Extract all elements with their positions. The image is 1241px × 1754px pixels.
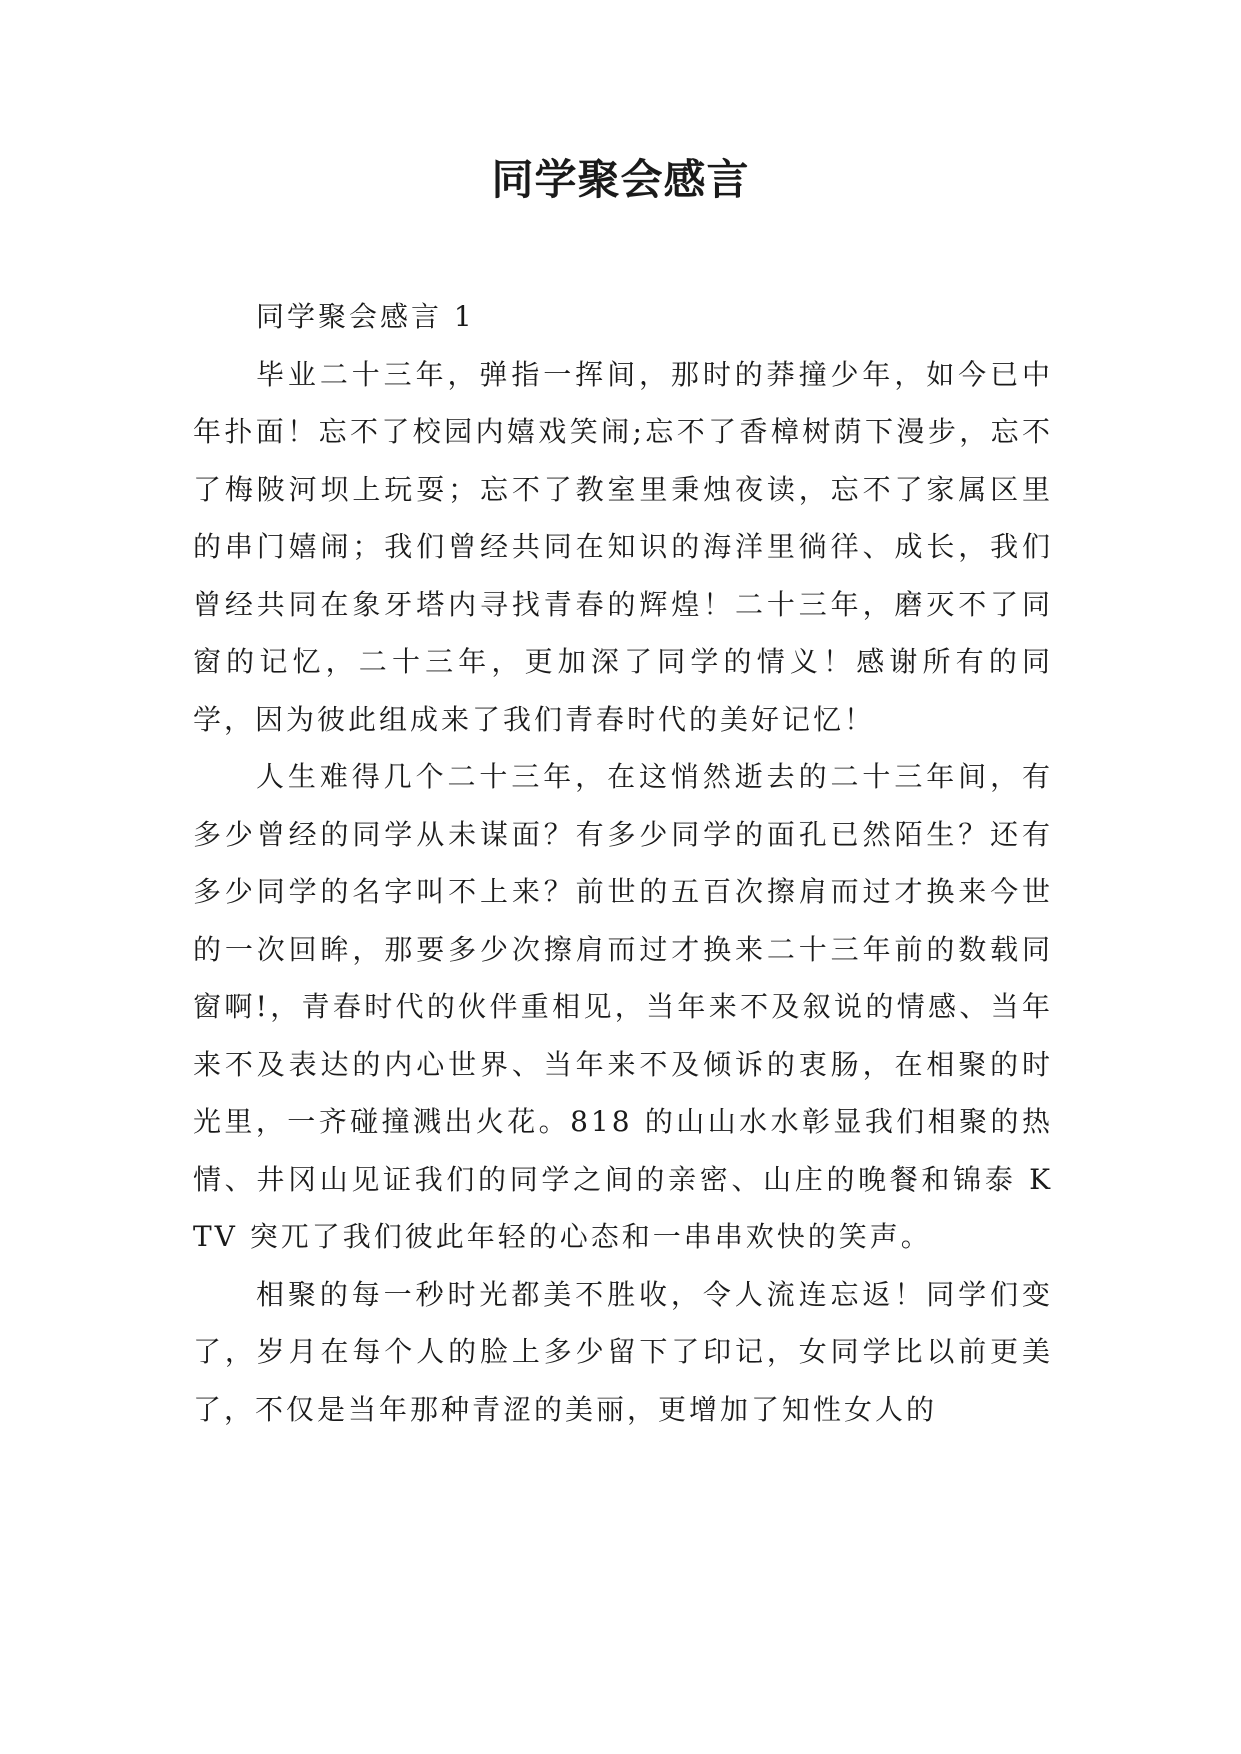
- document-title: 同学聚会感言: [491, 155, 750, 204]
- paragraph: 毕业二十三年，弹指一挥间，那时的莽撞少年，如今已中年扑面！忘不了校园内嬉戏笑闹;忘不了香樟树荫下漫步，忘不了梅陂河坝上玩耍；忘不了教室里秉烛夜读，忘不了家属区里的串门嬉闹；我们曾经共同在知识的海洋里徜徉、成长，我们曾经共同在象牙塔内寻找青春的辉煌！二十三年，磨灭不了同窗的记忆，二十三年，更加深了同学的情义！感谢所有的同学，因为彼此组成来了我们青春时代的美好记忆！: [193, 357, 1053, 736]
- document-body: [193, 288, 1053, 1438]
- section-heading: 同学聚会感言 1: [256, 300, 475, 333]
- paragraph: 人生难得几个二十三年，在这悄然逝去的二十三年间，有多少曾经的同学从未谋面？有多少同学的面孔已然陌生？还有多少同学的名字叫不上来？前世的五百次擦肩而过才换来今世的一次回眸，那要多少次擦肩而过才换来二十三年前的数载同窗啊!，青春时代的伙伴重相见，当年来不及叙说的情感、当年来不及表达的内心世界、当年来不及倾诉的衷肠，在相聚的时光里，一齐碰撞溅出火花。818 的山山水水彰显我们相聚的热情、井冈山见证我们的同学之间的亲密、山庄的晚餐和锦泰 KTV 突兀了我们彼此年轻的心态和一串串欢快的笑声。: [193, 760, 1053, 1253]
- paragraph: 相聚的每一秒时光都美不胜收，令人流连忘返！同学们变了，岁月在每个人的脸上多少留下了印记，女同学比以前更美了，不仅是当年那种青涩的美丽，更增加了知性女人的: [193, 1277, 1053, 1426]
